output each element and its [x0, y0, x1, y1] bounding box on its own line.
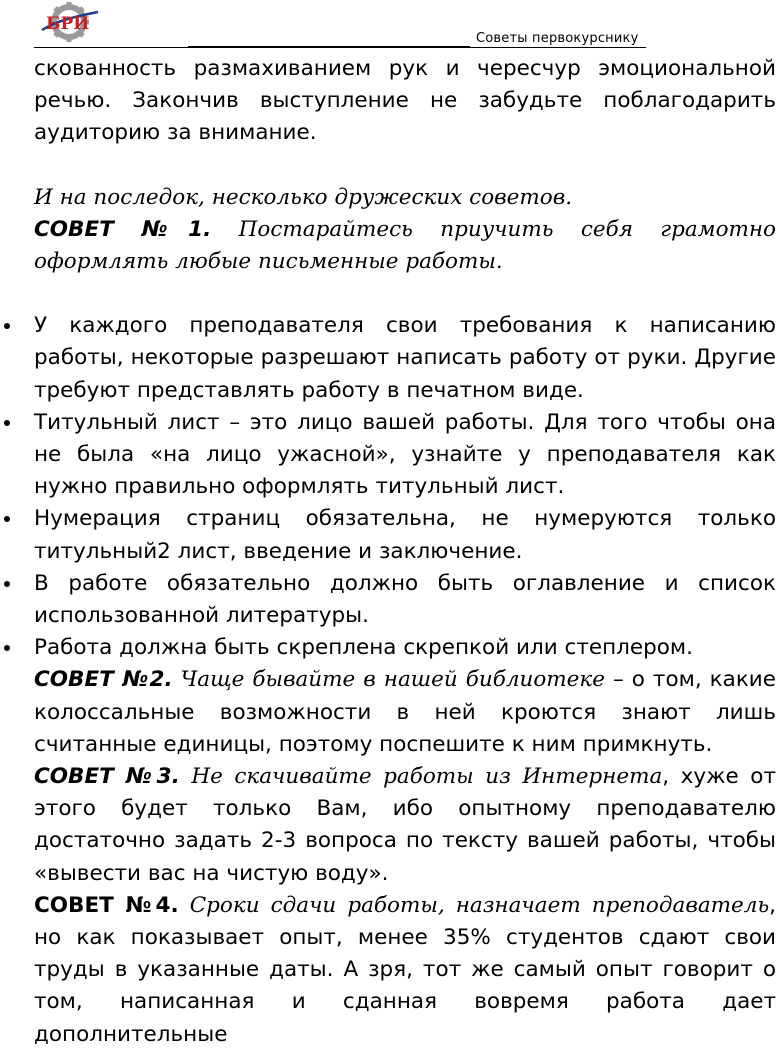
list-item-text: Титульный лист – это лицо вашей работы. Для того чтобы она не была «на лицо ужасной», узнайте у преподавателя как нужно правильно оформлять титульный лист.: [34, 409, 776, 500]
bullet-icon: [4, 516, 10, 522]
list-item: [34, 568, 776, 632]
tip-2-text: – о том, какие колоссальные возможности в ней кроются знают лишь считанные единицы, поэтому поспешите к ним примкнуть.: [34, 667, 776, 757]
intro-line: И на последок, несколько дружеских советов.: [34, 184, 573, 210]
logo-gear-icon: [38, 2, 100, 42]
tip-4-emphasis: Сроки сдачи работы, назначает преподаватель: [178, 892, 770, 918]
tip-1-label: СОВЕТ №1.: [34, 216, 212, 242]
list-item-text: У каждого преподавателя свои требования к написанию работы, некоторые разрешают написать работу от руки. Другие требуют представлять работу в печатном виде.: [34, 313, 776, 403]
tip-1-text: Постарайтесь приучить себя грамотно оформлять любые письменные работы.: [34, 216, 776, 275]
requirements-list: [34, 310, 776, 664]
tip-3-emphasis: Не скачивайте работы из Интернета: [179, 764, 663, 790]
bullet-icon: [4, 420, 10, 426]
list-item: [34, 407, 776, 504]
header-title: Советы первокурснику: [476, 31, 639, 46]
tip-2-emphasis: Чаще бывайте в нашей библиотеке: [172, 667, 605, 693]
tip-3-text: , хуже от этого будет только Вам, ибо опытному преподавателю достаточно задать 2-3 вопроса по тексту вашей работы, чтобы «вывести вас на чистую воду».: [34, 764, 776, 886]
page-header: [0, 0, 776, 56]
tip-4: [34, 890, 776, 1051]
header-rule-accent: [188, 46, 470, 47]
list-item-text: В работе обязательно должно быть оглавление и список использованной литературы.: [34, 570, 776, 629]
list-item: [34, 310, 776, 407]
list-item-text: Нумерация страниц обязательна, не нумеруются только титульный2 лист, введение и заключение.: [34, 506, 776, 564]
tip-4-label: СОВЕТ №4.: [34, 892, 179, 918]
tip-2: [34, 664, 776, 761]
tip-1: [34, 214, 776, 278]
bullet-icon: [4, 645, 10, 651]
logo-text: БРИ: [46, 14, 90, 34]
document-body: [34, 53, 776, 1051]
list-item-text: Работа должна быть скреплена скрепкой или степлером.: [34, 635, 693, 661]
header-rule: [34, 47, 646, 48]
spacer: [34, 278, 776, 310]
list-item: [34, 632, 776, 664]
tip-2-label: СОВЕТ №2.: [34, 667, 173, 693]
list-item: [34, 503, 776, 567]
tip-4-text: , но как показывает опыт, менее 35% студентов сдают свои труды в указанные даты. А зря, тот же самый опыт говорит о том, написанная и сданная вовремя работа дает дополнительные: [34, 892, 776, 1047]
spacer: [34, 150, 776, 182]
paragraph-continuation: скованность размахиванием рук и чересчур эмоциональной речью. Закончив выступление не забудьте поблагодарить аудиторию за внимание.: [34, 56, 776, 146]
bullet-icon: [4, 323, 10, 329]
bullet-icon: [4, 581, 10, 587]
tip-3-label: СОВЕТ №3.: [34, 764, 180, 790]
tip-3: [34, 761, 776, 890]
